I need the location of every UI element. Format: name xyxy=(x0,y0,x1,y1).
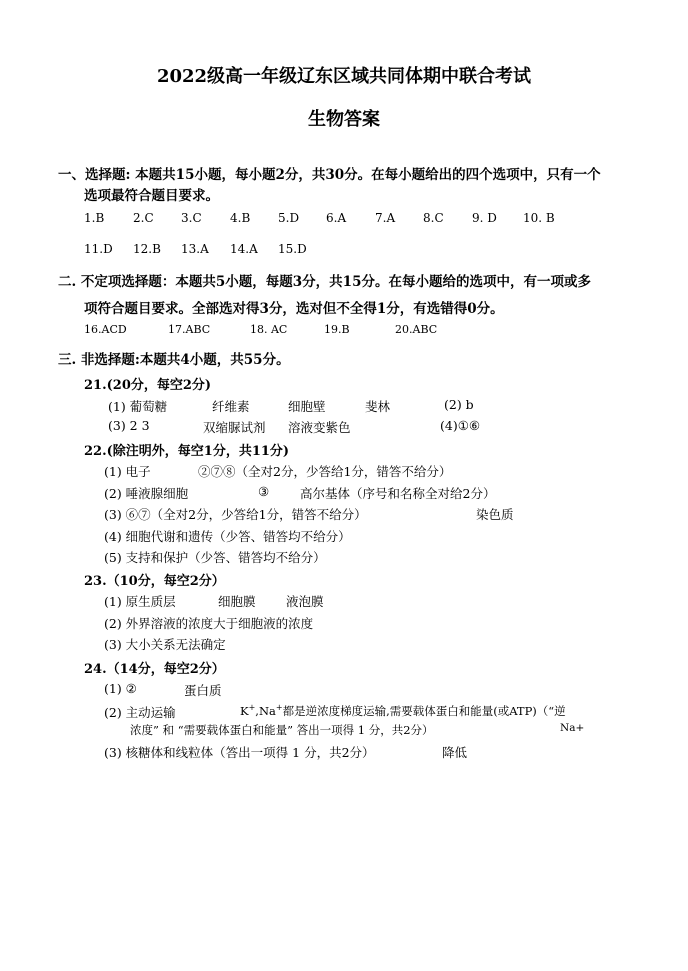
q24-answer: (2) 主动运输 xyxy=(104,705,176,720)
q23-answer: 液泡膜 xyxy=(286,594,324,609)
q24-answer: (3) 核糖体和线粒体（答出一项得 1 分，共2分） xyxy=(104,745,375,760)
q24-answer: 蛋白质 xyxy=(184,683,222,698)
answer-item: 1.B xyxy=(84,211,105,225)
answer-item: 11.D xyxy=(84,242,113,256)
q22-answer: (2) 唾液腺细胞 xyxy=(104,486,189,501)
q21-answer: 溶液变紫色 xyxy=(288,420,351,435)
q23-answer: (2) 外界溶液的浓度大于细胞液的浓度 xyxy=(104,616,314,631)
q22-answer: (3) ⑥⑦（全对2分，少答给1分，错答不给分） xyxy=(104,507,367,522)
answer-item: 18. AC xyxy=(250,323,288,336)
q23-answer: (3) 大小关系无法确定 xyxy=(104,637,226,652)
q21-title: 21.(20分，每空2分) xyxy=(84,378,212,393)
q22-answer: ②⑦⑧（全对2分，少答给1分，错答不给分） xyxy=(198,464,452,479)
answer-item: 4.B xyxy=(230,211,251,225)
q24-answer: 降低 xyxy=(442,745,468,760)
section2-heading: 二. 不定项选择题：本题共5小题，每题3分，共15分。在每小题给的选项中，有一项或多 xyxy=(58,274,591,290)
q24-answer: Na+ xyxy=(560,722,585,734)
q24-answer-explanation: K+,Na+都是逆浓度梯度运输,需要载体蛋白和能量(或ATP)（“逆 xyxy=(240,703,566,718)
answer-item: 5.D xyxy=(278,211,300,225)
answer-item: 10. B xyxy=(523,211,555,225)
q22-answer: (1) 电子 xyxy=(104,464,151,479)
page-title: 2022级高一年级辽东区域共同体期中联合考试 xyxy=(156,66,532,87)
q22-answer: 高尔基体（序号和名称全对给2分） xyxy=(300,486,496,501)
q21-answer: (1) 葡萄糖 xyxy=(108,399,168,414)
answer-item: 15.D xyxy=(278,242,307,256)
answer-item: 19.B xyxy=(324,323,350,336)
section3-heading: 三. 非选择题:本题共4小题，共55分。 xyxy=(58,352,290,368)
q21-answer: (3) 2 3 xyxy=(108,418,150,433)
q21-answer: 细胞壁 xyxy=(288,399,326,414)
q24-answer-explanation-cont: 浓度” 和 “需要载体蛋白和能量” 答出一项得 1 分，共2分） xyxy=(130,723,434,737)
q22-answer: (4) 细胞代谢和遗传（少答、错答均不给分） xyxy=(104,529,351,544)
q23-title: 23.（10分，每空2分） xyxy=(84,574,225,589)
page-subtitle: 生物答案 xyxy=(308,109,380,130)
answer-item: 6.A xyxy=(326,211,347,225)
q21-answer: 纤维素 xyxy=(212,399,250,414)
answer-item: 20.ABC xyxy=(395,323,438,336)
q24-answer: (1) ② xyxy=(104,681,137,696)
answer-item: 2.C xyxy=(133,211,154,225)
answer-item: 14.A xyxy=(230,242,258,256)
section1-heading: 一、选择题: 本题共15小题，每小题2分，共30分。在每小题给出的四个选项中，只有一个 xyxy=(58,167,601,183)
q22-answer: 染色质 xyxy=(476,507,514,522)
q22-title: 22.(除注明外，每空1分，共11分) xyxy=(84,444,290,459)
answer-item: 12.B xyxy=(133,242,161,256)
q23-answer: (1) 原生质层 xyxy=(104,594,176,609)
q22-answer: ③ xyxy=(258,484,270,499)
q24-title: 24.（14分，每空2分） xyxy=(84,662,225,677)
q21-answer: 斐林 xyxy=(365,399,391,414)
q21-answer: 双缩脲试剂 xyxy=(203,420,266,435)
answer-item: 3.C xyxy=(181,211,202,225)
answer-item: 7.A xyxy=(375,211,396,225)
answer-item: 16.ACD xyxy=(84,323,127,336)
answer-item: 9. D xyxy=(472,211,497,225)
q21-answer: (4)①⑥ xyxy=(440,418,481,433)
q23-answer: 细胞膜 xyxy=(218,594,256,609)
answer-item: 13.A xyxy=(181,242,209,256)
q21-answer: (2) b xyxy=(444,397,474,412)
answer-item: 17.ABC xyxy=(168,323,211,336)
answer-item: 8.C xyxy=(423,211,444,225)
q22-answer: (5) 支持和保护（少答、错答均不给分） xyxy=(104,550,326,565)
section1-heading-cont: 选项最符合题目要求。 xyxy=(84,188,219,204)
section2-heading-cont: 项符合题目要求。全部选对得3分，选对但不全得1分，有选错得0分。 xyxy=(84,301,504,317)
